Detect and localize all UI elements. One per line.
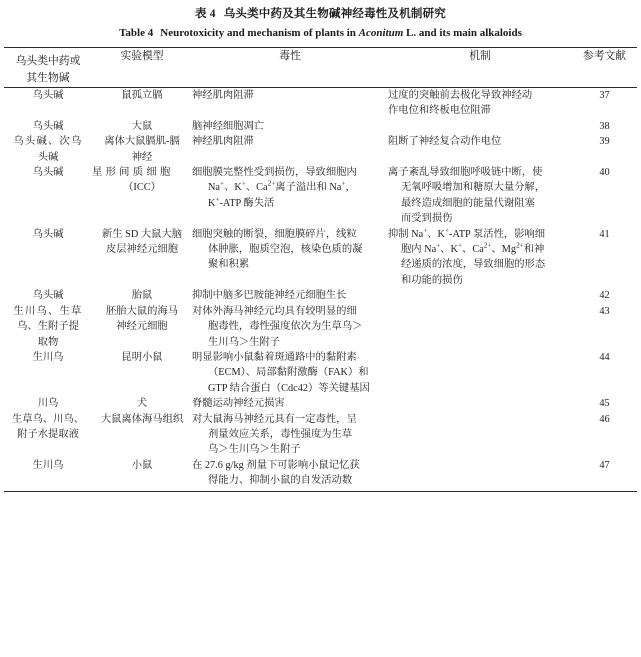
cell-model-line: 犬 (136, 398, 148, 410)
cell-model-line: 胎鼠 (131, 290, 153, 302)
cell-toxicity (192, 165, 388, 227)
cell-drug (4, 304, 92, 350)
cell-drug (4, 119, 92, 134)
cell-toxicity-line: 神经肌肉阻滞 (192, 136, 254, 148)
caption-chinese (0, 6, 641, 23)
table-row (4, 304, 637, 350)
caption-english-part2: L. and its main alkaloids (403, 27, 522, 39)
cell-mechanism-line: 过度的突触前去极化导致神经动 (388, 90, 533, 101)
cell-model-line: 胚胎大鼠的海马 (105, 305, 179, 317)
table-row (4, 396, 637, 411)
cell-mechanism-line: 而受到损伤 (401, 213, 453, 225)
cell-drug-line: 头碱 (37, 151, 59, 163)
cell-drug-line: 乌头碱 (32, 228, 64, 240)
table-body (4, 88, 637, 489)
cell-toxicity (192, 88, 388, 119)
cell-drug-line: 乌头碱 (32, 290, 64, 302)
cell-model-line: 大鼠 (131, 120, 153, 132)
caption-english (0, 25, 641, 42)
column-header-toxicity: 毒性 (279, 50, 301, 62)
cell-drug (4, 227, 92, 289)
cell-toxicity-line: 明显影响小鼠黏着斑通路中的黏附素 (192, 351, 357, 363)
cell-mechanism-line: 阻断了神经复合动作电位 (388, 136, 502, 148)
cell-drug (4, 165, 92, 227)
caption-english-genus: Aconitum (358, 27, 404, 39)
cell-reference: 39 (599, 136, 610, 148)
cell-mechanism (388, 88, 572, 119)
table-header-section (4, 48, 637, 87)
column-header-drug-line2: 其生物碱 (26, 72, 70, 84)
cell-drug (4, 458, 92, 489)
cell-mechanism-line: 无氧呼吸增加和糖原大量分解， (401, 182, 546, 194)
caption-english-number: Table 4 (119, 27, 154, 39)
cell-model-line: 神经元细胞 (116, 321, 168, 333)
caption-chinese-number: 表 4 (194, 8, 216, 20)
cell-toxicity-line: 对大鼠海马神经元具有一定毒性，呈 (192, 413, 357, 425)
column-header-reference: 参考文献 (582, 50, 627, 62)
cell-toxicity-line: 聚和积累 (208, 259, 250, 271)
cell-toxicity-line: 剂量效应关系，毒性强度为生草 (208, 428, 353, 440)
cell-toxicity-line: 抑制中脑多巴胺能神经元细胞生长 (192, 290, 347, 302)
cell-toxicity-line: 乌＞生川乌＞生附子 (208, 444, 301, 456)
cell-toxicity-line: 在 27.6 g/kg 剂量下可影响小鼠记忆获 (192, 459, 360, 471)
cell-drug-line: 取物 (37, 336, 59, 348)
cell-reference: 38 (599, 120, 610, 132)
cell-mechanism-line: 抑制 Na+、K+-ATP 泵活性，影响细 (388, 226, 546, 240)
cell-toxicity-line: GTP 结合蛋白（Cdc42）等关键基因 (208, 382, 370, 394)
cell-toxicity-line: 脊髓运动神经元损害 (192, 398, 285, 410)
cell-drug (4, 134, 92, 165)
cell-toxicity (192, 412, 388, 458)
table-header-row (4, 48, 637, 87)
cell-drug-line: 生草乌、川乌、 (11, 413, 85, 425)
cell-model (92, 288, 192, 303)
cell-mechanism (388, 119, 572, 134)
column-header-drug (4, 48, 92, 87)
cell-reference: 44 (599, 351, 610, 363)
column-header-mechanism: 机制 (469, 50, 491, 62)
cell-toxicity-line: （ECM）、局部黏附激酶（FAK）和 (208, 367, 369, 379)
cell-drug (4, 412, 92, 458)
cell-mechanism-line: 最终造成细胞的能量代谢阻塞 (401, 197, 535, 209)
cell-drug-line: 生川乌 (32, 351, 64, 363)
cell-model (92, 458, 192, 489)
cell-mechanism (388, 227, 572, 289)
cell-mechanism (388, 134, 572, 165)
cell-model-line: 鼠孤立膈 (121, 90, 163, 101)
cell-model (92, 119, 192, 134)
cell-model-line: （ICC） (123, 182, 161, 194)
cell-mechanism-line: 胞内 Na+、K+、$Ca^{2+}$、$Mg^{2+}$和神 (401, 241, 545, 256)
cell-toxicity (192, 458, 388, 489)
cell-reference: 37 (599, 90, 610, 101)
cell-toxicity-line: 脑神经细胞凋亡 (192, 120, 265, 132)
cell-toxicity (192, 227, 388, 289)
cell-model (92, 165, 192, 227)
table-row (4, 458, 637, 489)
cell-mechanism (388, 396, 572, 411)
cell-model-line: 小鼠 (131, 459, 153, 471)
cell-toxicity-line: K+-ATP 酶失活 (208, 195, 275, 209)
cell-drug (4, 396, 92, 411)
caption-chinese-title: 乌头类中药及其生物碱神经毒性及机制研究 (223, 8, 447, 20)
cell-reference: 46 (599, 413, 610, 425)
cell-toxicity (192, 304, 388, 350)
cell-reference: 42 (599, 290, 610, 302)
table-row (4, 288, 637, 303)
column-header-drug-line1: 乌头类中药或 (15, 55, 81, 67)
cell-model (92, 396, 192, 411)
table-row (4, 88, 637, 119)
cell-toxicity-line: 体肿胀，胞质空泡，核染色质的凝 (208, 244, 363, 256)
table-row (4, 119, 637, 134)
cell-mechanism-line: 经递质的浓度，导致细胞的形态 (401, 259, 546, 271)
table-body-section (4, 88, 637, 489)
cell-model-line: 星形间质细胞 (92, 167, 174, 179)
table-bottom-rule (4, 491, 637, 492)
cell-toxicity-line: 对体外海马神经元均具有较明显的细 (192, 305, 357, 317)
cell-drug (4, 350, 92, 396)
caption-english-part1: Neurotoxicity and mechanism of plants in (160, 27, 359, 39)
cell-drug-line: 乌头碱 (32, 90, 64, 101)
cell-reference: 45 (599, 398, 610, 410)
cell-model-line: 神经 (131, 151, 153, 163)
cell-toxicity-line: 生川乌＞生附子 (208, 336, 281, 348)
cell-mechanism (388, 458, 572, 489)
cell-mechanism-line: 和功能的损伤 (401, 274, 463, 286)
table-row (4, 165, 637, 227)
cell-reference: 43 (599, 305, 610, 317)
cell-toxicity-line: 胞毒性，毒性强度依次为生草乌＞ (208, 321, 363, 333)
cell-toxicity (192, 396, 388, 411)
cell-toxicity-line: Na+、K+、$Ca^{2+}$离子溢出和 Na+， (208, 180, 356, 194)
cell-model (92, 412, 192, 458)
cell-mechanism-line: 离子紊乱导致细胞呼吸链中断，使 (388, 167, 543, 179)
cell-drug-line: 乌头碱 (32, 167, 64, 179)
cell-drug-line: 乌头碱、次乌 (13, 136, 83, 148)
cell-model (92, 304, 192, 350)
cell-mechanism (388, 350, 572, 396)
cell-model-line: 离体大鼠膈肌-膈 (104, 136, 180, 148)
cell-model (92, 350, 192, 396)
cell-model (92, 88, 192, 119)
cell-mechanism (388, 412, 572, 458)
table-row (4, 412, 637, 458)
cell-drug-line: 乌、生附子提 (17, 321, 79, 333)
cell-toxicity-line: 得能力、抑制小鼠的自发活动数 (208, 475, 353, 487)
column-header-model: 实验模型 (120, 50, 164, 62)
cell-mechanism (388, 165, 572, 227)
cell-drug-line: 生川乌 (32, 459, 64, 471)
cell-model (92, 227, 192, 289)
cell-drug (4, 88, 92, 119)
cell-reference: 40 (599, 167, 610, 179)
cell-toxicity (192, 119, 388, 134)
cell-drug-line: 乌头碱 (32, 120, 64, 132)
cell-toxicity (192, 134, 388, 165)
cell-reference: 41 (599, 228, 610, 240)
cell-toxicity-line: 细胞突触的断裂，细胞膜碎片，线粒 (192, 228, 357, 240)
table-row (4, 134, 637, 165)
cell-mechanism (388, 288, 572, 303)
table-row (4, 350, 637, 396)
cell-mechanism-line: 作电位和终板电位阻滞 (388, 105, 491, 117)
cell-toxicity (192, 288, 388, 303)
cell-reference: 47 (599, 459, 610, 471)
cell-drug-line: 川乌 (37, 398, 59, 410)
cell-drug-line: 附子水提取液 (17, 428, 79, 440)
cell-toxicity-line: 细胞膜完整性受到损伤，导致细胞内 (192, 167, 357, 179)
cell-mechanism (388, 304, 572, 350)
cell-toxicity-line: 神经肌肉阻滞 (192, 90, 254, 101)
cell-model-line: 新生 SD 大鼠大脑 (101, 228, 183, 240)
cell-drug-line: 生川乌、生草 (13, 305, 83, 317)
table-caption (0, 0, 641, 42)
cell-model-line: 皮层神经元细胞 (105, 244, 179, 256)
cell-toxicity (192, 350, 388, 396)
cell-model-line: 大鼠离体海马组织 (100, 413, 184, 425)
cell-model-line: 昆明小鼠 (121, 351, 163, 363)
table-row (4, 227, 637, 289)
cell-drug (4, 288, 92, 303)
cell-model (92, 134, 192, 165)
